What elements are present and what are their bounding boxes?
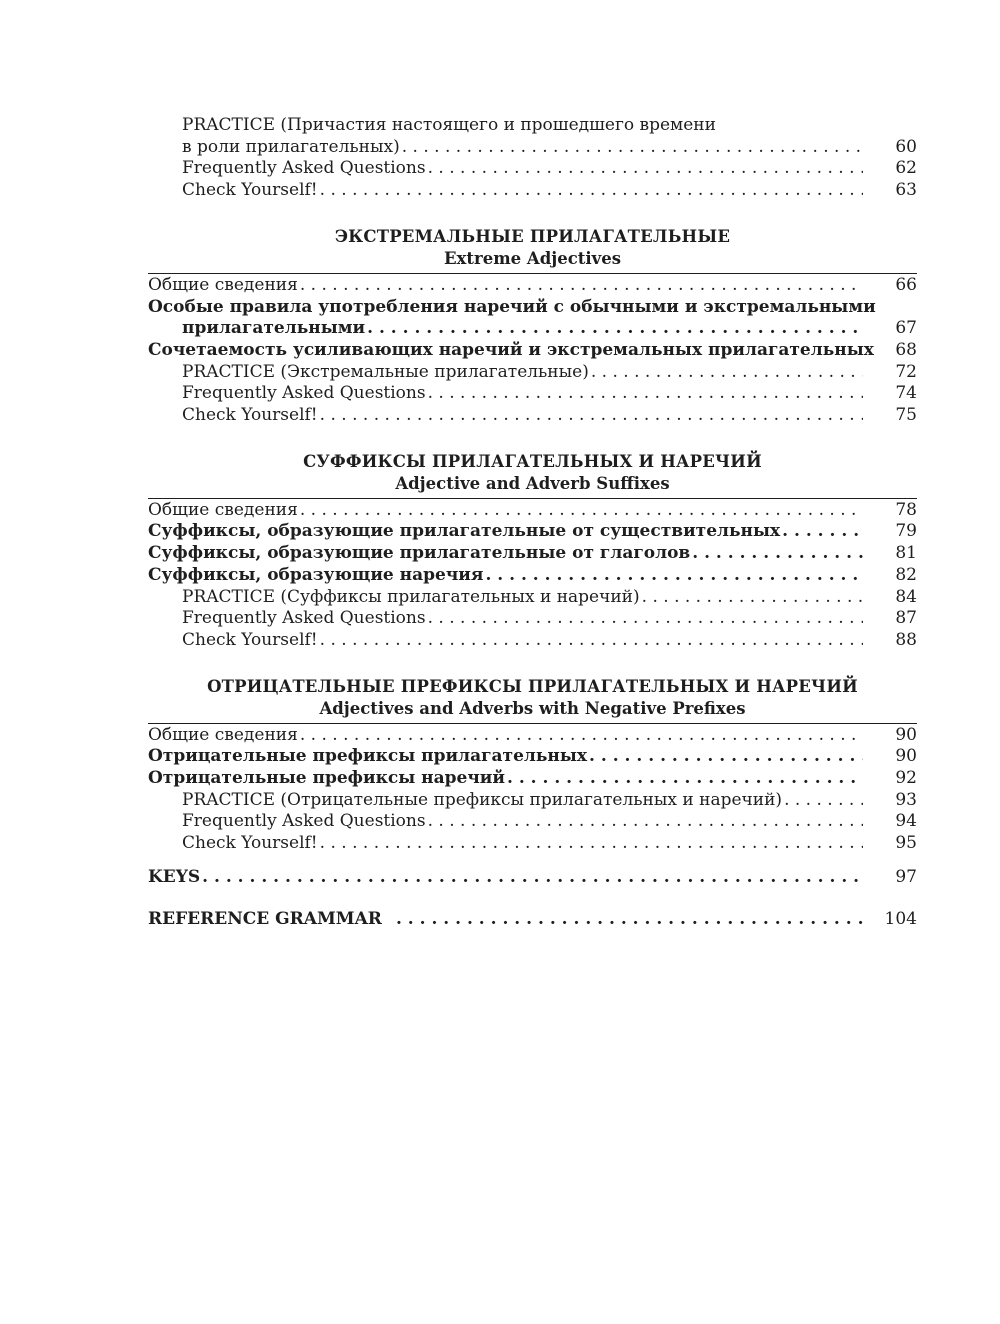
toc-leader-dots <box>367 318 863 340</box>
toc-entry-label: Суффиксы, образующие прилагательные от существительных <box>148 521 781 542</box>
section-subtitle: Adjective and Adverb Suffixes <box>395 473 670 493</box>
toc-leader-dots <box>589 746 863 768</box>
toc-entry-label: Check Yourself! <box>182 180 318 201</box>
section-divider <box>148 498 917 499</box>
section-title: СУФФИКСЫ ПРИЛАГАТЕЛЬНЫХ И НАРЕЧИЙ <box>303 451 762 471</box>
toc-page-number: 78 <box>895 499 917 520</box>
section-gap <box>148 427 917 451</box>
toc-page-number: 88 <box>895 629 917 650</box>
toc-leader-dots <box>782 521 863 543</box>
toc-page-number: 66 <box>895 274 917 295</box>
toc-leader-dots <box>320 405 863 427</box>
toc-leader-dots <box>642 587 863 609</box>
toc-leader-dots <box>202 867 863 889</box>
toc-entry-label: REFERENCE GRAMMAR <box>148 908 382 929</box>
toc-page-number: 94 <box>895 811 917 832</box>
toc-page-number: 81 <box>895 543 917 564</box>
toc-entry[interactable] <box>148 318 917 340</box>
toc-entry-label: Frequently Asked Questions <box>182 608 426 629</box>
toc-page-number: 67 <box>895 318 917 339</box>
toc-entry[interactable] <box>148 405 917 427</box>
toc-leader-dots <box>320 180 863 202</box>
section-divider <box>148 723 917 724</box>
toc-section-extreme-adjectives <box>148 226 917 427</box>
toc-leader-dots <box>591 362 863 384</box>
toc-page-number: 84 <box>895 586 917 607</box>
toc-entry-label: PRACTICE (Отрицательные префиксы прилагательных и наречий) <box>182 789 783 810</box>
toc-page-number: 95 <box>895 833 917 854</box>
toc-page-number: 104 <box>884 908 917 929</box>
toc-section-negative-prefixes <box>148 676 917 855</box>
toc-entry[interactable] <box>148 565 917 587</box>
toc-entry-label: Check Yourself! <box>182 629 318 650</box>
toc-entry-label: Frequently Asked Questions <box>182 811 426 832</box>
toc-page-number: 90 <box>895 746 917 767</box>
section-gap <box>148 202 917 226</box>
section-subtitle: Extreme Adjectives <box>443 248 622 268</box>
toc-entry-label: Frequently Asked Questions <box>182 158 426 179</box>
toc-entry[interactable] <box>148 608 917 630</box>
toc-entry[interactable] <box>148 500 917 522</box>
toc-leader-dots <box>428 608 863 630</box>
toc-entry[interactable] <box>148 630 917 652</box>
toc-practice-line1: PRACTICE (Причастия настоящего и прошедшего времени <box>182 115 716 135</box>
toc-entry-label: в роли прилагательных) <box>182 136 400 157</box>
toc-leader-dots <box>692 543 863 565</box>
toc-section-suffixes <box>148 451 917 652</box>
section-subtitle: Adjectives and Adverbs with Negative Prefixes <box>319 698 746 718</box>
toc-page-number: 63 <box>895 180 917 201</box>
toc-page-number: 97 <box>895 866 917 887</box>
toc-entry[interactable] <box>148 790 917 812</box>
toc-entry[interactable] <box>148 180 917 202</box>
toc-page-number: 62 <box>895 158 917 179</box>
toc-entry-label: Общие сведения <box>148 499 298 520</box>
toc-entry-label: Общие сведения <box>148 724 298 745</box>
toc-entry[interactable] <box>148 768 917 790</box>
toc-entry-label: Общие сведения <box>148 274 298 295</box>
toc-leader-dots <box>507 768 863 790</box>
toc-entry[interactable] <box>148 137 917 159</box>
section-divider <box>148 273 917 274</box>
toc-page-number: 92 <box>895 768 917 789</box>
toc-leader-dots <box>320 833 863 855</box>
toc-entry[interactable] <box>148 340 917 362</box>
toc-rules-line1: Особые правила употребления наречий с обычными и экстремальными <box>148 296 876 317</box>
toc-entry-label: Суффиксы, образующие прилагательные от глаголов <box>148 543 691 564</box>
toc-entry[interactable] <box>148 362 917 384</box>
toc-top-block <box>148 115 917 202</box>
toc-leader-dots <box>784 790 863 812</box>
toc-entry[interactable] <box>148 275 917 297</box>
toc-leader-dots <box>402 137 863 159</box>
toc-entry[interactable] <box>148 521 917 543</box>
toc-page-number: 60 <box>895 136 917 157</box>
toc-page-number: 90 <box>895 724 917 745</box>
toc-page-number: 79 <box>895 521 917 542</box>
toc-entry[interactable] <box>148 158 917 180</box>
section-title: ОТРИЦАТЕЛЬНЫЕ ПРЕФИКСЫ ПРИЛАГАТЕЛЬНЫХ И НАРЕЧИЙ <box>207 676 858 696</box>
toc-leader-dots <box>428 383 863 405</box>
toc-page-number: 82 <box>895 564 917 585</box>
toc-leader-dots <box>485 565 863 587</box>
toc-leader-dots <box>428 811 863 833</box>
toc-page-number: 72 <box>895 361 917 382</box>
toc-leader-dots <box>300 500 863 522</box>
toc-page-number: 68 <box>895 339 917 360</box>
toc-entry-label: Check Yourself! <box>182 833 318 854</box>
toc-entry[interactable] <box>148 725 917 747</box>
toc-page-number: 93 <box>895 789 917 810</box>
section-title: ЭКСТРЕМАЛЬНЫЕ ПРИЛАГАТЕЛЬНЫЕ <box>334 226 731 246</box>
toc-entry-label: Check Yourself! <box>182 405 318 426</box>
toc-page-number: 75 <box>895 405 917 426</box>
toc-entry-label: Сочетаемость усиливающих наречий и экстремальных прилагательных <box>148 339 874 360</box>
toc-entry-label: Отрицательные префиксы прилагательных <box>148 746 588 767</box>
toc-entry[interactable] <box>148 833 917 855</box>
toc-entry[interactable] <box>148 811 917 833</box>
toc-entry-keys[interactable] <box>148 867 917 889</box>
toc-entry-label: прилагательными <box>182 318 366 339</box>
toc-page <box>148 115 917 930</box>
toc-entry-label: Отрицательные префиксы наречий <box>148 768 505 789</box>
toc-page-number: 74 <box>895 383 917 404</box>
section-gap <box>148 652 917 676</box>
toc-leader-dots <box>428 158 863 180</box>
toc-leader-dots <box>300 725 863 747</box>
toc-entry-label: PRACTICE (Экстремальные прилагательные) <box>182 361 589 382</box>
toc-entry[interactable] <box>148 543 917 565</box>
toc-leader-dots <box>320 630 863 652</box>
toc-entry-label: KEYS <box>148 866 201 887</box>
toc-entry[interactable] <box>148 587 917 609</box>
toc-entry-reference-grammar[interactable] <box>148 909 917 931</box>
toc-leader-dots <box>300 275 863 297</box>
toc-entry-label: Frequently Asked Questions <box>182 383 426 404</box>
toc-entry[interactable] <box>148 746 917 768</box>
toc-page-number: 87 <box>895 608 917 629</box>
toc-entry[interactable] <box>148 383 917 405</box>
toc-leader-dots <box>396 909 863 931</box>
toc-entry-label: PRACTICE (Суффиксы прилагательных и наречий) <box>182 586 640 607</box>
toc-entry-label: Суффиксы, образующие наречия <box>148 564 484 585</box>
